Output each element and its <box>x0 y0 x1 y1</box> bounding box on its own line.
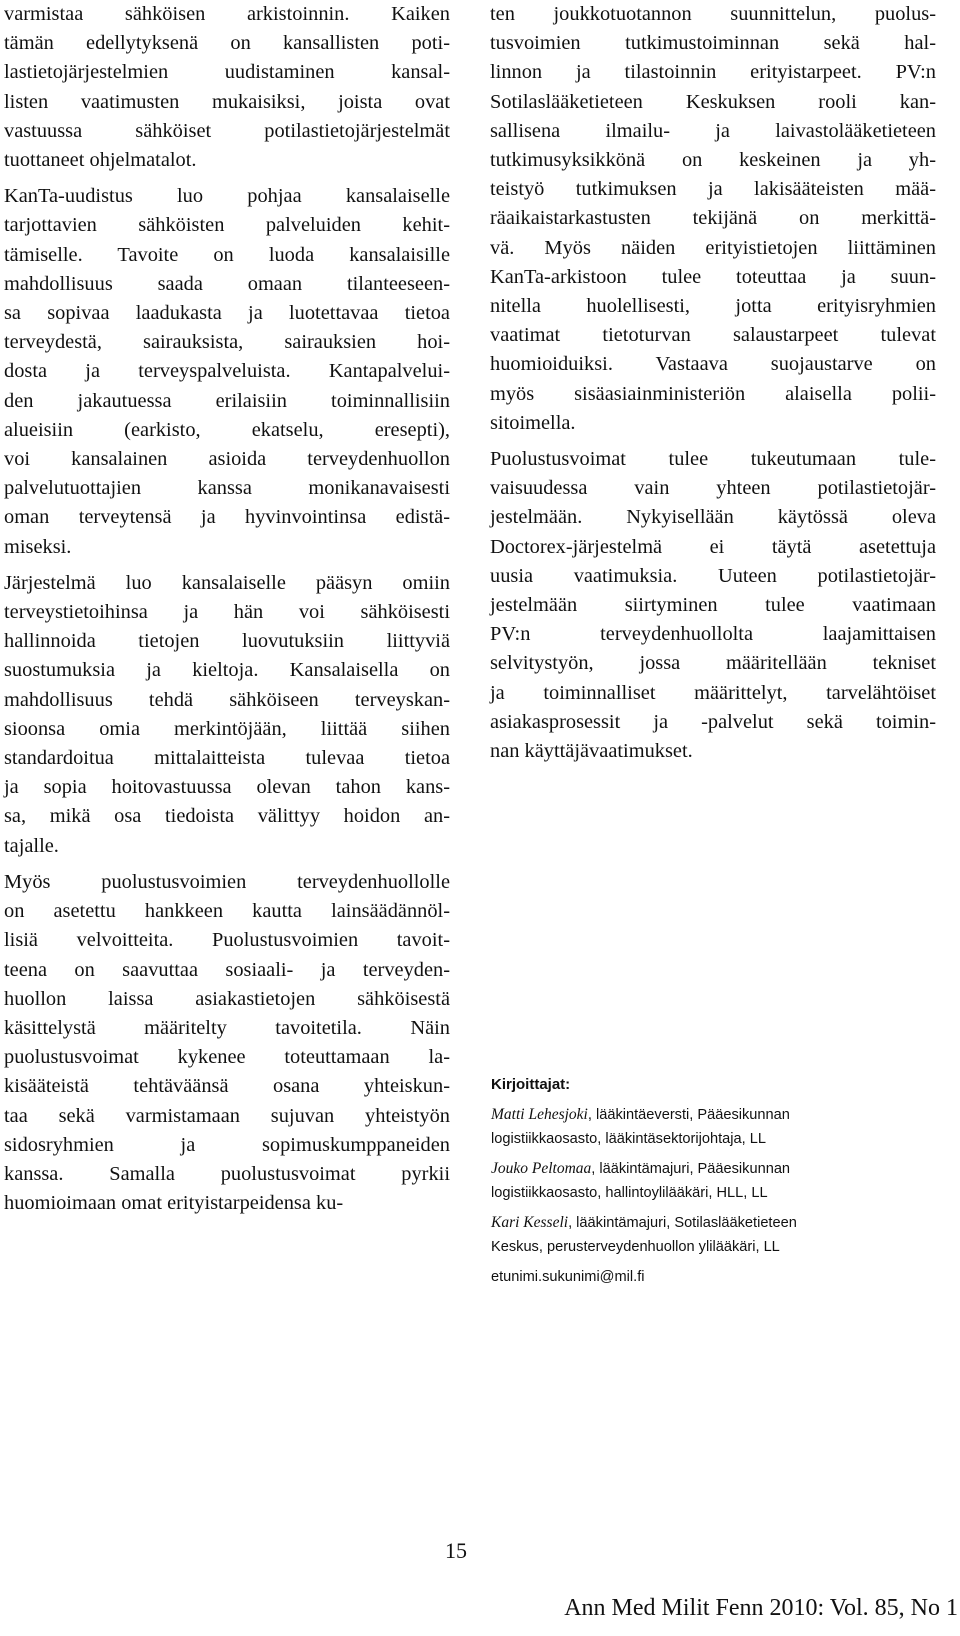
author-entry <box>491 1211 931 1259</box>
text-line: vastuussa sähköiset potilastietojärjestelmät <box>4 119 450 142</box>
text-line: Myös puolustusvoimien terveydenhuollolle <box>4 870 450 893</box>
text-line: sioonsa omia merkintöjään, liittää siihen <box>4 717 450 740</box>
author-entry <box>491 1103 931 1151</box>
text-line: lastietojärjestelmien uudistaminen kansal- <box>4 61 450 84</box>
text-line: Järjestelmä luo kansalaiselle pääsyn omiin <box>4 571 450 594</box>
left-column <box>4 0 450 1218</box>
text-line: Doctorex-järjestelmä ei täytä asetettuja <box>490 535 936 558</box>
text-line: tämiselle. Tavoite on luoda kansalaisille <box>4 243 450 266</box>
text-line: hallinnoida tietojen luovutuksiin liittyviä <box>4 630 450 653</box>
text-line: terveystietoihinsa ja hän voi sähköisesti <box>4 601 450 624</box>
text-line: puolustusvoimat kykenee toteuttamaan la- <box>4 1046 450 1069</box>
authors-heading: Kirjoittajat: <box>491 1076 571 1093</box>
text-line: varmistaa sähköisen arkistoinnin. Kaiken <box>4 3 450 25</box>
author-name: Jouko Peltomaa <box>491 1160 592 1177</box>
text-line: mahdollisuus tehdä sähköiseen terveyskan- <box>4 688 450 711</box>
page-number: 15 <box>445 1538 467 1563</box>
text-line: räaikaistarkastusten tekijänä on merkittä- <box>490 207 936 230</box>
author-entry <box>491 1157 931 1205</box>
text-line: tajalle. <box>4 834 59 857</box>
text-line: jestelmään siirtyminen tulee vaatimaan <box>490 594 936 617</box>
text-line: terveydestä, sairauksista, sairauksien hoi- <box>4 331 450 354</box>
text-line: asiakasprosessit ja -palvelut sekä toimin- <box>490 710 936 733</box>
author-affiliation: logistiikkaosasto, hallintoylilääkäri, HLL, LL <box>491 1185 768 1201</box>
text-line: oman terveytensä ja hyvinvointinsa edistä- <box>4 506 450 529</box>
text-line: kanssa. Samalla puolustusvoimat pyrkii <box>4 1162 450 1185</box>
text-line: nitella huolellisesti, jotta erityisryhmien <box>490 295 936 318</box>
author-affiliation: logistiikkaosasto, lääkintäsektorijohtaja, LL <box>491 1131 767 1147</box>
text-line: ja toiminnalliset määrittelyt, tarvelähtöiset <box>490 681 936 704</box>
text-line: tämän edellytyksenä on kansallisten poti- <box>4 32 450 55</box>
text-line: huollon laissa asiakastietojen sähköisestä <box>4 987 450 1010</box>
text-line: den jakautuessa erilaisiin toiminnallisiin <box>4 389 450 412</box>
author-role: , lääkintämajuri, Sotilaslääketieteen <box>568 1215 797 1231</box>
text-line: uusia vaatimuksia. Uuteen potilastietojär- <box>490 564 936 587</box>
author-role: , lääkintämajuri, Pääesikunnan <box>591 1161 791 1177</box>
text-line: vaatimat tietoturvan salaustarpeet tulevat <box>490 324 936 347</box>
right-column <box>490 0 936 766</box>
text-line: huomioiduiksi. Vastaava suojaustarve on <box>490 353 936 376</box>
text-line: selvitystyön, jossa määritellään tekniset <box>490 652 936 675</box>
text-line: vä. Myös näiden erityistietojen liittäminen <box>490 236 936 259</box>
body-paragraph <box>4 868 450 1218</box>
author-affiliation: Keskus, perusterveydenhuollon ylilääkäri, LL <box>491 1239 780 1255</box>
text-line: linnon ja tilastoinnin erityistarpeet. PV:n <box>490 61 936 84</box>
author-name: Kari Kesseli <box>491 1214 569 1231</box>
text-line: PV:n terveydenhuollolta laajamittaisen <box>490 623 936 646</box>
text-line: palvelutuottajien kanssa monikanavaisesti <box>4 477 450 500</box>
text-line: vaisuudessa vain yhteen potilastietojär- <box>490 477 936 500</box>
text-line: sallisena ilmailu- ja laivastolääketieteen <box>490 119 936 142</box>
text-line: sidosryhmien ja sopimuskumppaneiden <box>4 1133 450 1156</box>
text-line: tutkimusyksikkönä on keskeinen ja yh- <box>490 149 936 172</box>
text-line: taa sekä varmistamaan sujuvan yhteistyön <box>4 1104 450 1127</box>
text-line: ja sopia hoitovastuussa olevan tahon kans- <box>4 776 450 799</box>
text-line: KanTa-arkistoon tulee toteuttaa ja suun- <box>490 265 936 288</box>
text-line: Puolustusvoimat tulee tukeutumaan tule- <box>490 448 936 471</box>
text-line: huomioimaan omat erityistarpeidensa ku- <box>4 1192 344 1215</box>
text-line: lisiä velvoitteita. Puolustusvoimien tavoit- <box>4 929 450 952</box>
text-line: voi kansalainen asioida terveydenhuollon <box>4 448 450 471</box>
text-line: sa sopivaa laadukasta ja luotettavaa tietoa <box>4 302 450 325</box>
text-line: alueisiin (earkisto, ekatselu, eresepti), <box>4 418 450 441</box>
text-line: mahdollisuus saada omaan tilanteeseen- <box>4 272 450 295</box>
body-paragraph <box>4 182 450 562</box>
text-line: tarjottavien sähköisten palveluiden kehit- <box>4 214 450 237</box>
body-paragraph <box>4 0 450 175</box>
text-line: suostumuksia ja kieltoja. Kansalaisella on <box>4 659 450 682</box>
text-line: KanTa-uudistus luo pohjaa kansalaiselle <box>4 185 450 208</box>
authors-box <box>491 1073 931 1289</box>
text-line: sa, mikä osa tiedoista välittyy hoidon an- <box>4 805 450 828</box>
text-line: teistyö tutkimuksen ja lakisääteisten mää- <box>490 178 936 201</box>
text-line: Sotilaslääketieteen Keskuksen rooli kan- <box>490 90 936 113</box>
text-line: sitoimella. <box>490 411 576 434</box>
author-email: etunimi.sukunimi@mil.fi <box>491 1269 645 1285</box>
text-line: myös sisäasiainministeriön alaisella polii- <box>490 382 936 405</box>
text-line: jestelmään. Nykyisellään käytössä oleva <box>490 506 936 529</box>
text-line: miseksi. <box>4 535 72 558</box>
body-paragraph <box>490 0 936 438</box>
text-line: teena on saavuttaa sosiaali- ja terveyden- <box>4 958 450 981</box>
body-paragraph <box>4 569 450 861</box>
author-role: , lääkintäeversti, Pääesikunnan <box>587 1107 790 1123</box>
text-line: tuottaneet ohjelmatalot. <box>4 149 197 172</box>
text-line: listen vaatimusten mukaisiksi, joista ovat <box>4 90 450 113</box>
journal-citation: Ann Med Milit Fenn 2010: Vol. 85, No 1 <box>564 1595 958 1621</box>
text-line: kisääteistä tehtäväänsä osana yhteiskun- <box>4 1075 450 1098</box>
text-line: ten joukkotuotannon suunnittelun, puolus- <box>490 3 936 25</box>
text-line: standardoitua mittalaitteista tulevaa tietoa <box>4 747 450 770</box>
text-line: tusvoimien tutkimustoiminnan sekä hal- <box>490 32 936 55</box>
text-line: on asetettu hankkeen kautta lainsäädännöl- <box>4 900 450 923</box>
text-line: käsittelystä määritelty tavoitetila. Näin <box>4 1016 450 1039</box>
text-line: dosta ja terveyspalveluista. Kantapalvelui- <box>4 360 450 383</box>
text-line: nan käyttäjävaatimukset. <box>490 740 693 763</box>
author-name: Matti Lehesjoki <box>491 1106 588 1123</box>
body-paragraph <box>490 445 936 766</box>
